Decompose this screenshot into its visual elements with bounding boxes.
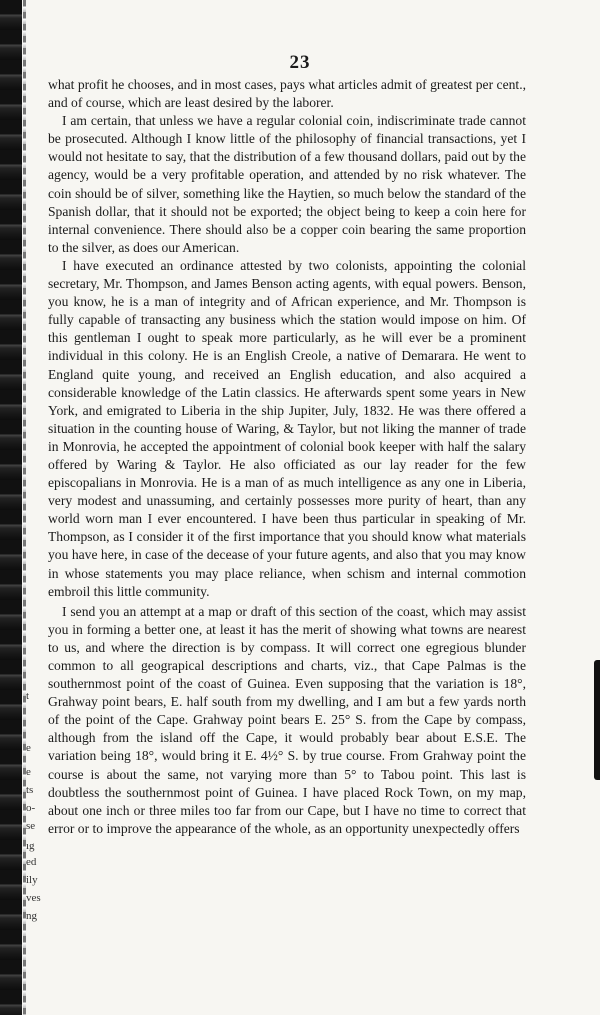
margin-fragment: ves [26, 892, 41, 904]
margin-fragment: t [26, 690, 30, 702]
paragraph-1: what profit he chooses, and in most cases, pays what articles admit of greatest per cent., and of course, which are least desired by the laborer. [48, 77, 526, 111]
margin-fragment: se [26, 820, 36, 832]
facing-page-fragments [26, 0, 44, 1015]
margin-fragment: e [26, 766, 31, 778]
book-binding-edge [0, 0, 22, 1015]
paragraph-4: I send you an attempt at a map or draft of this section of the coast, which may assist you in forming a better one, at least it has the merit of showing what towns are nearest to us, and where the direction is by compass. It will correct one egregious blunder common to all geograpical descriptions and charts, viz., that Cape Palmas is the southernmost point of the coast of Guinea. Even supposing that the variation is 18°, Grahway point bears, E. half south from my dwelling, and I am but a few yards north of the point of the Cape. Grahway point bears E. 25° S. from the Cape by compass, although from the island off the Cape, it would probably bear about E.S.E. The variation being 18°, would bring it E. 4½° S. by true course. From Grahway point the course is about the same, not varying more than 5° to Tabou point. This last is doubtless the southernmost point of Guinea. I have placed Rock Town, on my map, about one inch or three miles too far from our Cape, but I have no time to correct that error or to improve the appearance of the whole, as an opportunity unexpectedly offers [48, 603, 526, 836]
margin-fragment: o- [26, 802, 36, 814]
margin-fragment: ng [26, 910, 37, 922]
body-text [48, 76, 526, 838]
paragraph-2: I am certain, that unless we have a regular colonial coin, indiscriminate trade cannot be prosecuted. Although I know little of the philosophy of financial transactions, yet I would not hesitate to say, that the distribution of a few thousand dollars, paid out by the agency, would be a very profitable operation, and attended by no risk whatever. The coin should be of silver, something like the Haytien, so much below the standard of the Spanish dollar, that it should not be exported; the object being to keep a coin here for internal convenience. There should also be a copper coin bearing the same proportion to the silver, as does our American. [48, 113, 526, 255]
margin-fragment: ily [26, 874, 38, 886]
margin-fragment: ıg [26, 840, 35, 852]
page-edge-shadow [594, 660, 600, 780]
paragraph-3: I have executed an ordinance attested by two colonists, appointing the colonial secretary, Mr. Thompson, and James Benson acting agents, with equal powers. Benson, you know, he is a man of integrity and of African experience, and Mr. Thompson is fully capable of transacting any business which the station would impose on him. Of this gentleman I ought to speak more particularly, as he will ever be a prominent individual in this colony. He is an English Creole, a native of Demarara. He went to England quite young, and received an English education, and also acquired a considerable knowledge of the Latin classics. He afterwards spent some years in New York, and emigrated to Liberia in the ship Jupiter, July, 1832. He was there offered a situation in the counting house of Waring, & Taylor, but not liking the manner of trade in Monrovia, he accepted the appointment of colonial book keeper with half the salary offered by Waring & Taylor. He also officiated as our lay reader for the few episcopalians in Monrovia. He is a man of as much intelligence as any one in Liberia, very modest and unassuming, and certainly possesses more purity of heart, than any world worn man I ever encountered. I have been thus particular in speaking of Mr. Thompson, as I consider it of the first importance that you should know what materials you have here, in case of the decease of your future agents, and also that you may know in whose statements you may place reliance, when schism and internal commotion embroil this little community. [48, 257, 526, 599]
page-number: 23 [289, 52, 311, 73]
margin-fragment: ed [26, 856, 37, 868]
margin-fragment: ts [26, 784, 34, 796]
margin-fragment: e [26, 742, 31, 754]
